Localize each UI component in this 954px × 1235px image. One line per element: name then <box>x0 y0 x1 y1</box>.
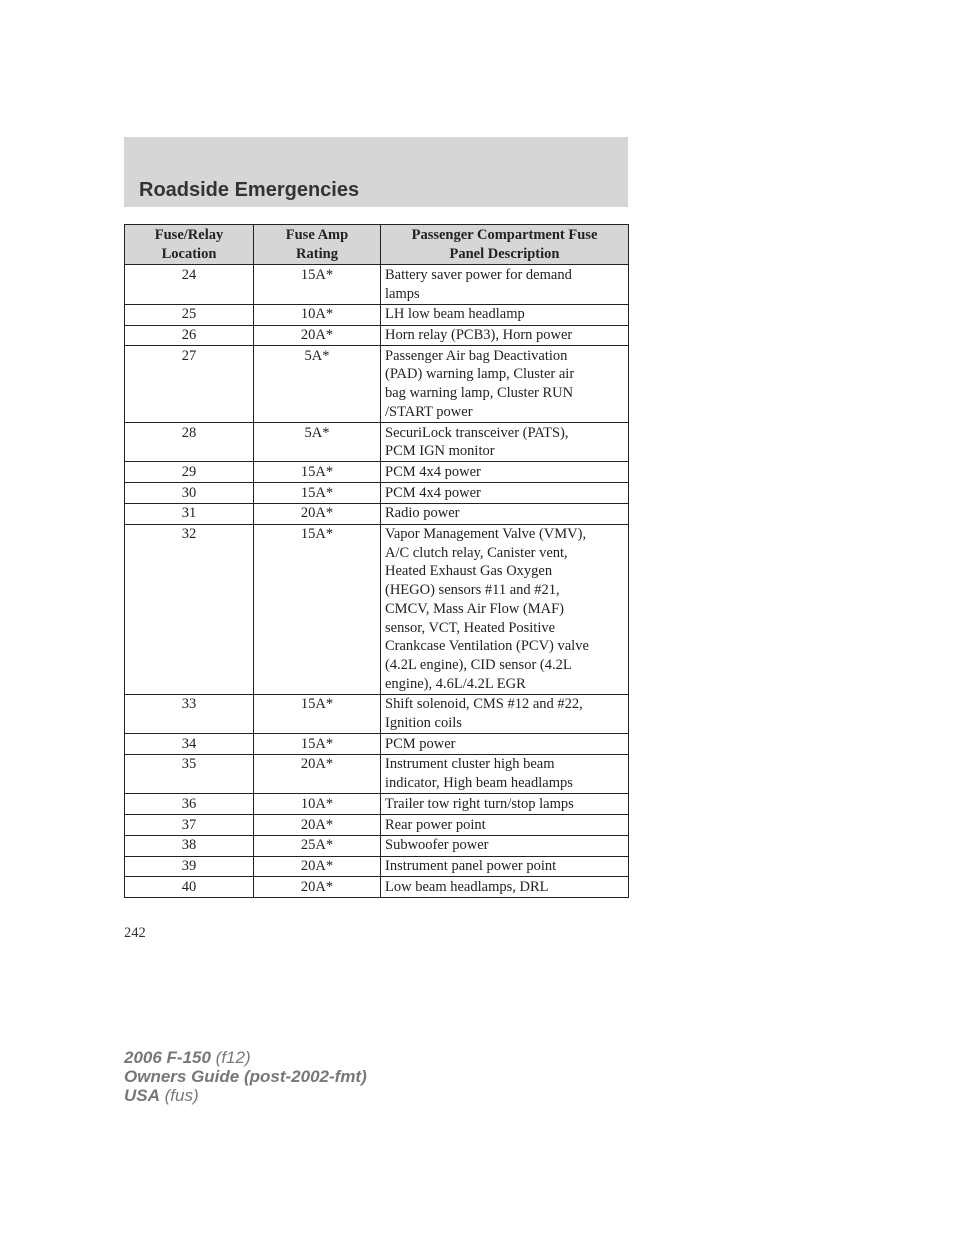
description-line: Instrument panel power point <box>385 858 557 874</box>
fuse-description <box>381 815 629 836</box>
fuse-location: 34 <box>125 734 254 755</box>
fuse-description <box>381 304 629 325</box>
description-line: Battery saver power for demand <box>385 266 572 283</box>
fuse-description <box>381 524 629 694</box>
table-row <box>125 423 629 462</box>
fuse-location: 27 <box>125 346 254 423</box>
fuse-description <box>381 325 629 346</box>
description-line: Heated Exhaust Gas Oxygen <box>385 563 553 580</box>
description-line: indicator, High beam headlamps <box>385 775 573 792</box>
fuse-description <box>381 734 629 755</box>
description-line: LH low beam headlamp <box>385 306 525 323</box>
table-row <box>125 694 629 733</box>
table-row <box>125 524 629 694</box>
fuse-rating: 15A* <box>254 265 381 304</box>
description-line: CMCV, Mass Air Flow (MAF) <box>385 600 565 617</box>
description-line: Passenger Air bag Deactivation <box>385 347 568 364</box>
fuse-rating: 15A* <box>254 462 381 483</box>
section-title: Roadside Emergencies <box>139 179 360 201</box>
fuse-rating: 15A* <box>254 734 381 755</box>
table-row <box>125 346 629 423</box>
fuse-location: 39 <box>125 856 254 877</box>
table-row <box>125 483 629 504</box>
description-line: (4.2L engine), CID sensor (4.2L <box>385 656 572 673</box>
footer-line-1: 2006 F-150 (f12) <box>124 1048 251 1067</box>
fuse-rating: 20A* <box>254 503 381 524</box>
table-row <box>125 877 629 898</box>
description-line: Rear power point <box>385 816 486 833</box>
page-number: 242 <box>124 925 146 941</box>
description-line: Horn relay (PCB3), Horn power <box>385 327 573 344</box>
fuse-rating: 20A* <box>254 325 381 346</box>
description-line: Trailer tow right turn/stop lamps <box>385 795 574 812</box>
table-row <box>125 325 629 346</box>
fuse-location: 29 <box>125 462 254 483</box>
description-line: PCM IGN monitor <box>385 443 495 460</box>
description-line: (HEGO) sensors #11 and #21, <box>385 582 560 599</box>
fuse-rating: 20A* <box>254 754 381 793</box>
header-location: Fuse/Relay Location <box>125 225 254 265</box>
table-row <box>125 754 629 793</box>
fuse-location: 33 <box>125 694 254 733</box>
fuse-rating: 10A* <box>254 794 381 815</box>
table-row <box>125 304 629 325</box>
footer-line-2: Owners Guide (post-2002-fmt) <box>124 1067 367 1086</box>
description-line: sensor, VCT, Heated Positive <box>385 619 556 636</box>
fuse-location: 35 <box>125 754 254 793</box>
fuse-description <box>381 462 629 483</box>
description-line: SecuriLock transceiver (PATS), <box>385 424 569 441</box>
description-line: Shift solenoid, CMS #12 and #22, <box>385 696 583 713</box>
description-line: Crankcase Ventilation (PCV) valve <box>385 638 589 655</box>
table-row <box>125 734 629 755</box>
fuse-rating: 15A* <box>254 483 381 504</box>
fuse-location: 36 <box>125 794 254 815</box>
fuse-location: 30 <box>125 483 254 504</box>
fuse-rating: 20A* <box>254 815 381 836</box>
description-line: /START power <box>385 403 473 420</box>
section-header <box>124 137 628 207</box>
fuse-rating: 5A* <box>254 346 381 423</box>
fuse-rating: 10A* <box>254 304 381 325</box>
fuse-description <box>381 265 629 304</box>
header-description: Passenger Compartment Fuse Panel Description <box>381 225 629 265</box>
fuse-description <box>381 754 629 793</box>
fuse-location: 31 <box>125 503 254 524</box>
table-header-row <box>125 225 629 265</box>
fuse-location: 25 <box>125 304 254 325</box>
fuse-description <box>381 877 629 898</box>
description-line: (PAD) warning lamp, Cluster air <box>385 366 575 383</box>
table-row <box>125 856 629 877</box>
fuse-description <box>381 483 629 504</box>
description-line: Radio power <box>385 505 460 522</box>
description-line: Instrument cluster high beam <box>385 756 555 773</box>
table-row <box>125 815 629 836</box>
description-line: lamps <box>385 285 420 302</box>
header-rating: Fuse Amp Rating <box>254 225 381 265</box>
description-line: Ignition coils <box>385 715 462 732</box>
table-row <box>125 835 629 856</box>
fuse-rating: 15A* <box>254 694 381 733</box>
description-line: Subwoofer power <box>385 837 489 854</box>
fuse-location: 28 <box>125 423 254 462</box>
description-line: PCM power <box>385 735 456 752</box>
fuse-rating: 5A* <box>254 423 381 462</box>
fuse-location: 40 <box>125 877 254 898</box>
description-line: Low beam headlamps, DRL <box>385 878 549 895</box>
table-row <box>125 794 629 815</box>
footer <box>124 1048 367 1105</box>
fuse-description <box>381 503 629 524</box>
fuse-location: 37 <box>125 815 254 836</box>
fuse-description <box>381 694 629 733</box>
fuse-location: 38 <box>125 835 254 856</box>
table-row <box>125 503 629 524</box>
fuse-location: 32 <box>125 524 254 694</box>
fuse-rating: 20A* <box>254 877 381 898</box>
description-line: PCM 4x4 power <box>385 463 481 480</box>
fuse-location: 24 <box>125 265 254 304</box>
fuse-location: 26 <box>125 325 254 346</box>
fuse-description <box>381 794 629 815</box>
description-line: PCM 4x4 power <box>385 484 481 501</box>
fuse-description <box>381 346 629 423</box>
fuse-description <box>381 835 629 856</box>
description-line: Vapor Management Valve (VMV), <box>385 526 587 543</box>
table-row <box>125 265 629 304</box>
table-row <box>125 462 629 483</box>
description-line: engine), 4.6L/4.2L EGR <box>385 675 526 692</box>
fuse-rating: 25A* <box>254 835 381 856</box>
description-line: bag warning lamp, Cluster RUN <box>385 385 574 402</box>
fuse-rating: 20A* <box>254 856 381 877</box>
fuse-table <box>124 224 629 898</box>
footer-line-3: USA (fus) <box>124 1086 199 1105</box>
fuse-rating: 15A* <box>254 524 381 694</box>
description-line: A/C clutch relay, Canister vent, <box>385 544 568 561</box>
fuse-description <box>381 856 629 877</box>
fuse-description <box>381 423 629 462</box>
